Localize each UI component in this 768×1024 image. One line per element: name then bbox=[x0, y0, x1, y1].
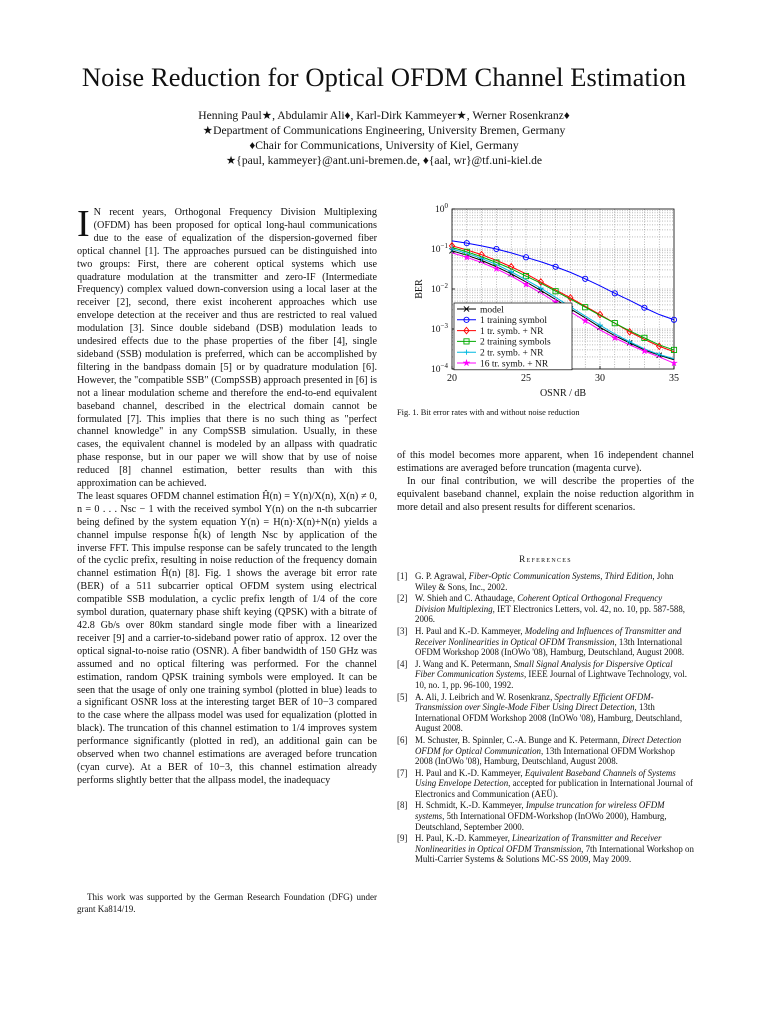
reference-number: [5] bbox=[397, 691, 408, 702]
reference-text bbox=[415, 692, 694, 734]
ber-chart bbox=[405, 198, 695, 398]
reference-venue: , 13th International OFDM Workshop 2008 (InOWo '08), Hamburg, Deutschland, August 2008. bbox=[415, 745, 675, 767]
reference-text bbox=[415, 571, 694, 592]
x-tick-label: 35 bbox=[669, 373, 679, 384]
reference-authors: M. Schuster, B. Spinnler, C.-A. Bunge and K. Petermann, bbox=[415, 734, 623, 745]
legend-label: 16 tr. symb. + NR bbox=[480, 359, 549, 370]
series-point-4 bbox=[597, 323, 602, 328]
reference-venue: , 13th International OFDM Workshop 2008 (InOWo '08), Hamburg, Deutschland, August 2008. bbox=[415, 636, 685, 658]
conclusion-paragraph-1: of this model becomes more apparent, when 16 independent channel estimations are averaged before truncation (magenta curve). bbox=[397, 450, 694, 474]
legend-label: 2 tr. symb. + NR bbox=[480, 348, 544, 359]
y-tick-label: $10^{-4}$ bbox=[431, 362, 448, 375]
legend-label: 1 tr. symb. + NR bbox=[480, 326, 544, 337]
reference-title: Coherent Optical Orthogonal Frequency Division Multiplexing bbox=[415, 593, 663, 614]
x-tick-label: 25 bbox=[521, 373, 531, 384]
reference-number: [3] bbox=[397, 625, 408, 636]
x-axis-label: OSNR / dB bbox=[539, 388, 587, 398]
y-axis-label: BER bbox=[414, 279, 425, 299]
reference-venue: , 5th International OFDM-Workshop (InOWo 2000), Hamburg, Deutschland, September 2000. bbox=[415, 811, 667, 832]
reference-item bbox=[397, 692, 694, 734]
reference-venue: , IEEE Journal of Lightwave Technology, vol. 10, no. 1, pp. 96-100, 1992. bbox=[415, 669, 687, 690]
reference-item bbox=[397, 768, 694, 800]
reference-authors: G. P. Agrawal, bbox=[415, 571, 469, 581]
reference-authors: H. Paul and K.-D. Kammeyer, bbox=[415, 767, 525, 778]
affiliation-bremen: ★Department of Communications Engineering, University Bremen, Germany bbox=[202, 124, 566, 137]
author-emails: ★{paul, kammeyer}@ant.uni-bremen.de, ♦{aal, wr}@tf.uni-kiel.de bbox=[225, 154, 543, 167]
reference-item bbox=[397, 571, 694, 592]
legend-label: model bbox=[480, 305, 504, 316]
reference-authors: W. Shieh and C. Athaudage, bbox=[415, 593, 518, 604]
reference-title: Impulse truncation for wireless OFDM systems bbox=[415, 800, 665, 822]
y-tick-label: $10^0$ bbox=[435, 202, 448, 215]
reference-list bbox=[397, 571, 694, 866]
reference-authors: H. Paul, K.-D. Kammeyer, bbox=[415, 833, 513, 844]
reference-number: [2] bbox=[397, 593, 408, 604]
reference-text bbox=[415, 626, 694, 658]
reference-authors: H. Paul and K.-D. Kammeyer, bbox=[415, 625, 525, 636]
intro-text: N recent years, Orthogonal Frequency Division Multiplexing (OFDM) has been proposed for optical long-haul communications due to the ease of equalization of the dispersion-governed fiber optical channel [1]. The approaches pursued can be distinguished into two groups: First, there are coherent optical systems which use quadrature modulation at the transmitter and zero-IF (Intermediate Frequency) complex valued down-conversion using a local laser at the receiver [2], second, there exist incoherent approaches which use envelope detection at the receiver and thus are restricted to real valued modulation [3]. Since double sideband (DSB) modulation leads to undesired effects due to the phase properties of the fiber [4], single sideband (SSB) modulation is preferred, which can be accomplished by filtering in the bandpass domain [5] or by quadrature modulation [6]. However, the "compatible SSB" (CompSSB) approach presented in [6] is not a linear modulation scheme and therefore the end-to-end equivalent baseband channel, described in the electrical domain cannot be formulated [7]. This implies that there is no such thing as "perfect channel knowledge" in any CompSSB simulation. Usually, in these cases, the equivalent channel is modeled by an allpass with quadratic phase response, but in our paper we will show that by use of noise reduced [8] channel estimation, better results than with this approximation can be achieved. bbox=[77, 207, 377, 490]
reference-venue: , 13th International OFDM Workshop 2008 (InOWo '08), Hamburg, Deutschland, August 2008. bbox=[415, 702, 683, 734]
reference-item bbox=[397, 833, 694, 865]
reference-text bbox=[415, 659, 694, 691]
reference-number: [7] bbox=[397, 767, 408, 778]
y-tick-label: $10^{-1}$ bbox=[431, 242, 448, 255]
reference-authors: J. Wang and K. Petermann, bbox=[415, 658, 514, 669]
reference-item bbox=[397, 800, 694, 832]
reference-number: [4] bbox=[397, 658, 408, 669]
reference-title: Equivalent Baseband Channels of Systems Using Envelope Detection bbox=[415, 767, 676, 789]
references-heading: References bbox=[519, 554, 572, 564]
reference-venue: , John Wiley & Sons, Inc., 2002. bbox=[415, 571, 674, 592]
paper-title: Noise Reduction for Optical OFDM Channel Estimation bbox=[81, 62, 687, 92]
reference-number: [1] bbox=[397, 571, 408, 581]
reference-venue: , accepted for publication in International Journal of Electronics and Communication (AEÜ). bbox=[415, 778, 693, 799]
reference-item bbox=[397, 659, 694, 691]
reference-number: [6] bbox=[397, 734, 408, 745]
x-tick-label: 30 bbox=[595, 373, 605, 384]
author-list: Henning Paul★, Abdulamir Ali♦, Karl-Dirk Kammeyer★, Werner Rosenkranz♦ bbox=[198, 109, 570, 122]
reference-number: [9] bbox=[397, 833, 408, 844]
reference-text bbox=[415, 800, 694, 832]
reference-venue: , 7th International Workshop on Multi-Carrier Systems & Solutions MC-SS 2009, May 2009. bbox=[415, 843, 694, 865]
legend-label: 2 training symbols bbox=[480, 337, 551, 348]
legend-label: 1 training symbol bbox=[480, 316, 548, 327]
reference-title: Modeling and Influences of Transmitter and Receiver Nonlinearities in Optical OFDM Transmission bbox=[415, 625, 682, 647]
reference-item bbox=[397, 735, 694, 767]
reference-venue: , IET Electronics Letters, vol. 42, no. 10, pp. 587-588, 2006. bbox=[415, 603, 685, 625]
x-tick-label: 20 bbox=[447, 373, 457, 384]
reference-authors: A. Ali, J. Leibrich and W. Rosenkranz, bbox=[415, 691, 555, 702]
reference-text bbox=[415, 593, 694, 625]
reference-text bbox=[415, 833, 694, 865]
y-tick-label: $10^{-3}$ bbox=[431, 322, 448, 335]
reference-number: [8] bbox=[397, 800, 408, 811]
reference-item bbox=[397, 626, 694, 658]
reference-authors: H. Schmidt, K.-D. Kammeyer, bbox=[415, 800, 526, 811]
left-column bbox=[77, 203, 377, 788]
reference-title: Spectrally Efficient OFDM-Transmission over Single-Mode Fiber Using Direct Detection bbox=[415, 691, 654, 713]
y-tick-label: $10^{-2}$ bbox=[431, 282, 448, 295]
reference-title: Linearization of Transmitter and Receiver Nonlinearities in Optical OFDM Transmission bbox=[415, 833, 662, 854]
affiliation-kiel: ♦Chair for Communications, University of Kiel, Germany bbox=[249, 139, 519, 152]
right-column-text bbox=[397, 450, 694, 515]
reference-text bbox=[415, 735, 694, 767]
reference-title: Fiber-Optic Communication Systems, Third Edition bbox=[468, 571, 653, 581]
drop-cap: I bbox=[77, 203, 90, 245]
method-paragraph: The least squares OFDM channel estimation Ĥ(n) = Y(n)/X(n), X(n) ≠ 0, n = 0 . . . Nsc − 1 with the received symbol Y(n) on the n-th subcarrier being defined by the system equation Y(n) = H(n)·X(n)+N(n) yields a channel impulse response ĥ(k) of length Nsc by application of the inverse FFT. This impulse response can be safely truncated to the length of the cyclic prefix, resulting in noise reduction of the frequency domain channel estimation Ĥ(n) [8]. Fig. 1 shows the average bit error rate (BER) of a 511 subcarrier optical OFDM system using electrical compatible SSB modulation, a cyclic prefix length of 1/4 of the core symbol duration, quaternary phase shift keying (QPSK) with a bitrate of 42.8 Gb/s over 80km standard single mode fiber with a linearized receiver [9] and a carrier-to-sideband power ratio of approx. 12 over the optical signal-to-noise ratio (OSNR). A fiber bandwidth of 150 GHz was assumed and no optical filtering was performed. For the channel estimation, random QPSK training symbols were employed. It can be seen that the usage of only one training symbol (plotted in blue) leads to a significant OSNR loss at the interesting target BER of 10−3 compared to the case where the allpass model was used for equalization (plotted in black). The truncation of this channel estimation to 1/4 improves system performance significantly (plotted in red), an additional gain can be observed when two channel estimations are averaged before truncation (cyan curve). At a BER of 10−3, this channel estimation already performs slightly better that the allpass model, the inadequacy bbox=[77, 490, 377, 786]
reference-text bbox=[415, 768, 694, 800]
figure-caption: Fig. 1. Bit error rates with and without noise reduction bbox=[397, 408, 580, 417]
reference-title: Direct Detection OFDM for Optical Communication bbox=[415, 734, 682, 756]
intro-paragraph bbox=[77, 203, 377, 491]
funding-footnote: This work was supported by the German Research Foundation (DFG) under grant Ka814/19. bbox=[77, 892, 377, 914]
reference-item bbox=[397, 593, 694, 625]
conclusion-paragraph-2: In our final contribution, we will describe the properties of the equivalent baseband channel, explain the noise reduction algorithm in more detail and also present results for different scenarios. bbox=[397, 475, 694, 513]
reference-title: Small Signal Analysis for Dispersive Optical Fiber Communication Systems bbox=[415, 658, 673, 680]
